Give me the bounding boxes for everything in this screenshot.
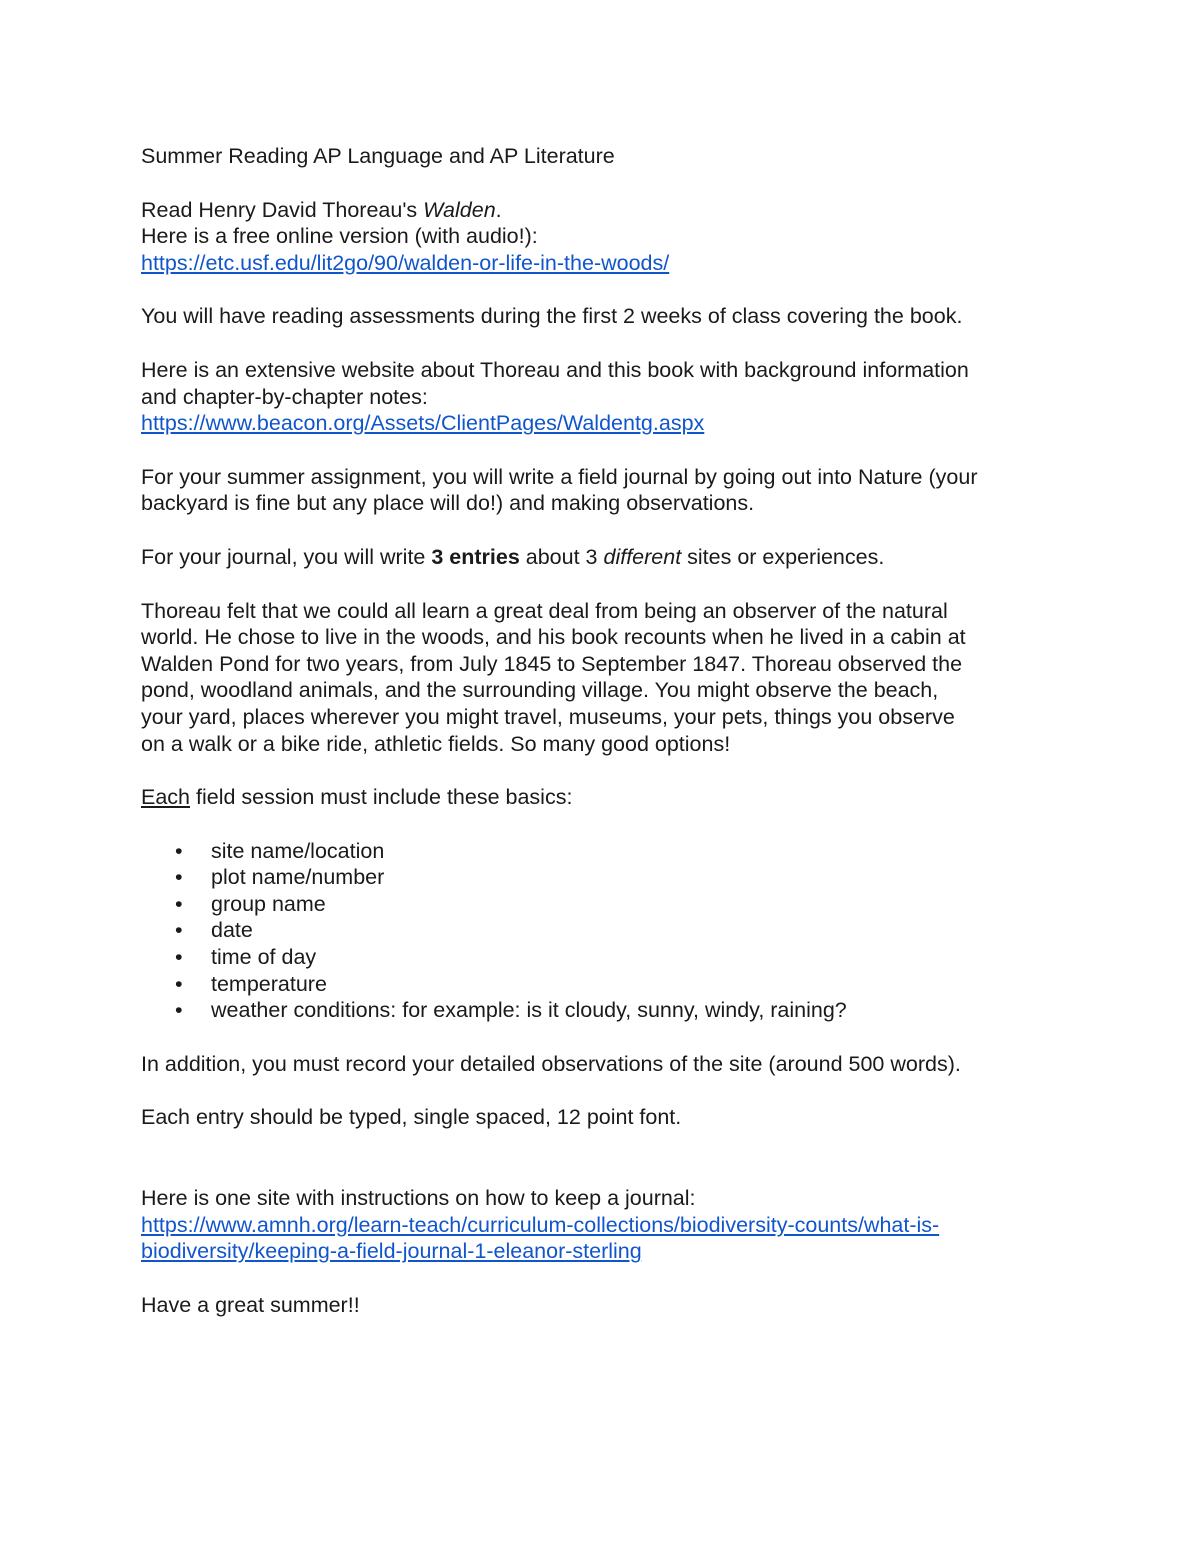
bullet-icon: • xyxy=(175,945,183,970)
document-page xyxy=(141,143,1071,1345)
format-text: Each entry should be typed, single spaced, 12 point font. xyxy=(141,1105,682,1130)
basics-line xyxy=(141,784,1071,811)
each-underlined: Each xyxy=(141,785,191,810)
entries-count: 3 entries xyxy=(431,544,520,569)
read-line xyxy=(141,197,1071,224)
basics-list xyxy=(141,838,1071,1024)
intro-paragraph xyxy=(141,197,1071,277)
journal-different: different xyxy=(603,544,682,569)
addition-text: In addition, you must record your detailed observations of the site (around 500 words). xyxy=(141,1051,961,1076)
bullet-icon: • xyxy=(175,838,183,863)
beacon-link-line xyxy=(141,410,1071,437)
read-suffix: . xyxy=(495,197,502,222)
basics-rest: field session must include these basics: xyxy=(190,785,573,810)
journal-paragraph xyxy=(141,544,1071,571)
list-item xyxy=(141,944,1071,971)
basics-intro-paragraph xyxy=(141,784,1071,811)
thoreau-line: world. He chose to live in the woods, and his book recounts when he lived in a cabin at xyxy=(141,625,966,650)
thoreau-line: on a walk or a bike ride, athletic fields. So many good options! xyxy=(141,731,731,756)
bullet-icon: • xyxy=(175,971,183,996)
amnh-link-line-2: biodiversity/keeping-a-field-journal-1-eleanor-sterling xyxy=(141,1239,642,1264)
instructions-text: Here is one site with instructions on how to keep a journal: xyxy=(141,1186,696,1211)
walden-link-line xyxy=(141,250,1071,277)
journal-line xyxy=(141,544,1071,571)
walden-online-link[interactable]: https://etc.usf.edu/lit2go/90/walden-or-life-in-the-woods/ xyxy=(141,250,670,275)
book-title: Walden xyxy=(423,197,496,222)
bullet-icon: • xyxy=(175,891,183,916)
list-item-text: site name/location xyxy=(211,838,385,863)
free-version-line: Here is a free online version (with audio!): xyxy=(141,224,538,249)
title-text: Summer Reading AP Language and AP Literature xyxy=(141,144,615,168)
amnh-link-line-1: https://www.amnh.org/learn-teach/curriculum-collections/biodiversity-counts/what-is- xyxy=(141,1212,940,1237)
website-line-2: and chapter-by-chapter notes: xyxy=(141,384,428,409)
website-paragraph xyxy=(141,357,1071,437)
thoreau-line: your yard, places wherever you might travel, museums, your pets, things you observe xyxy=(141,704,955,729)
bullet-icon: • xyxy=(175,998,183,1023)
closing-text: Have a great summer!! xyxy=(141,1292,360,1317)
list-item xyxy=(141,997,1071,1024)
list-item xyxy=(141,917,1071,944)
document-title xyxy=(141,143,1071,170)
list-item-text: weather conditions: for example: is it cloudy, sunny, windy, raining? xyxy=(211,998,847,1023)
assessments-paragraph xyxy=(141,303,1071,330)
blank-line xyxy=(141,1158,1071,1185)
assessments-text: You will have reading assessments during the first 2 weeks of class covering the book. xyxy=(141,304,963,329)
list-item xyxy=(141,891,1071,918)
bullet-icon: • xyxy=(175,918,183,943)
journal-suffix: sites or experiences. xyxy=(681,544,885,569)
beacon-link[interactable]: https://www.beacon.org/Assets/ClientPages/Waldentg.aspx xyxy=(141,411,705,436)
instructions-paragraph xyxy=(141,1185,1071,1265)
list-item-text: plot name/number xyxy=(211,865,385,890)
assignment-paragraph xyxy=(141,464,1071,517)
list-item-text: group name xyxy=(211,891,326,916)
journal-middle: about 3 xyxy=(519,544,604,569)
list-item-text: date xyxy=(211,918,253,943)
amnh-link[interactable] xyxy=(141,1212,1071,1265)
thoreau-line: Walden Pond for two years, from July 1845 to September 1847. Thoreau observed the xyxy=(141,651,963,676)
list-item xyxy=(141,864,1071,891)
list-item xyxy=(141,838,1071,865)
thoreau-line: pond, woodland animals, and the surrounding village. You might observe the beach, xyxy=(141,678,939,703)
bullet-icon: • xyxy=(175,865,183,890)
format-paragraph xyxy=(141,1104,1071,1131)
read-prefix: Read Henry David Thoreau's xyxy=(141,197,424,222)
thoreau-paragraph xyxy=(141,598,1071,758)
journal-prefix: For your journal, you will write xyxy=(141,544,432,569)
thoreau-line: Thoreau felt that we could all learn a great deal from being an observer of the natural xyxy=(141,598,948,623)
list-item-text: time of day xyxy=(211,945,317,970)
list-item xyxy=(141,971,1071,998)
addition-paragraph xyxy=(141,1051,1071,1078)
assignment-line-2: backyard is fine but any place will do!) and making observations. xyxy=(141,491,755,516)
website-line-1: Here is an extensive website about Thoreau and this book with background information xyxy=(141,357,969,382)
closing-paragraph xyxy=(141,1292,1071,1319)
assignment-line-1: For your summer assignment, you will write a field journal by going out into Nature (your xyxy=(141,464,978,489)
list-item-text: temperature xyxy=(211,971,327,996)
